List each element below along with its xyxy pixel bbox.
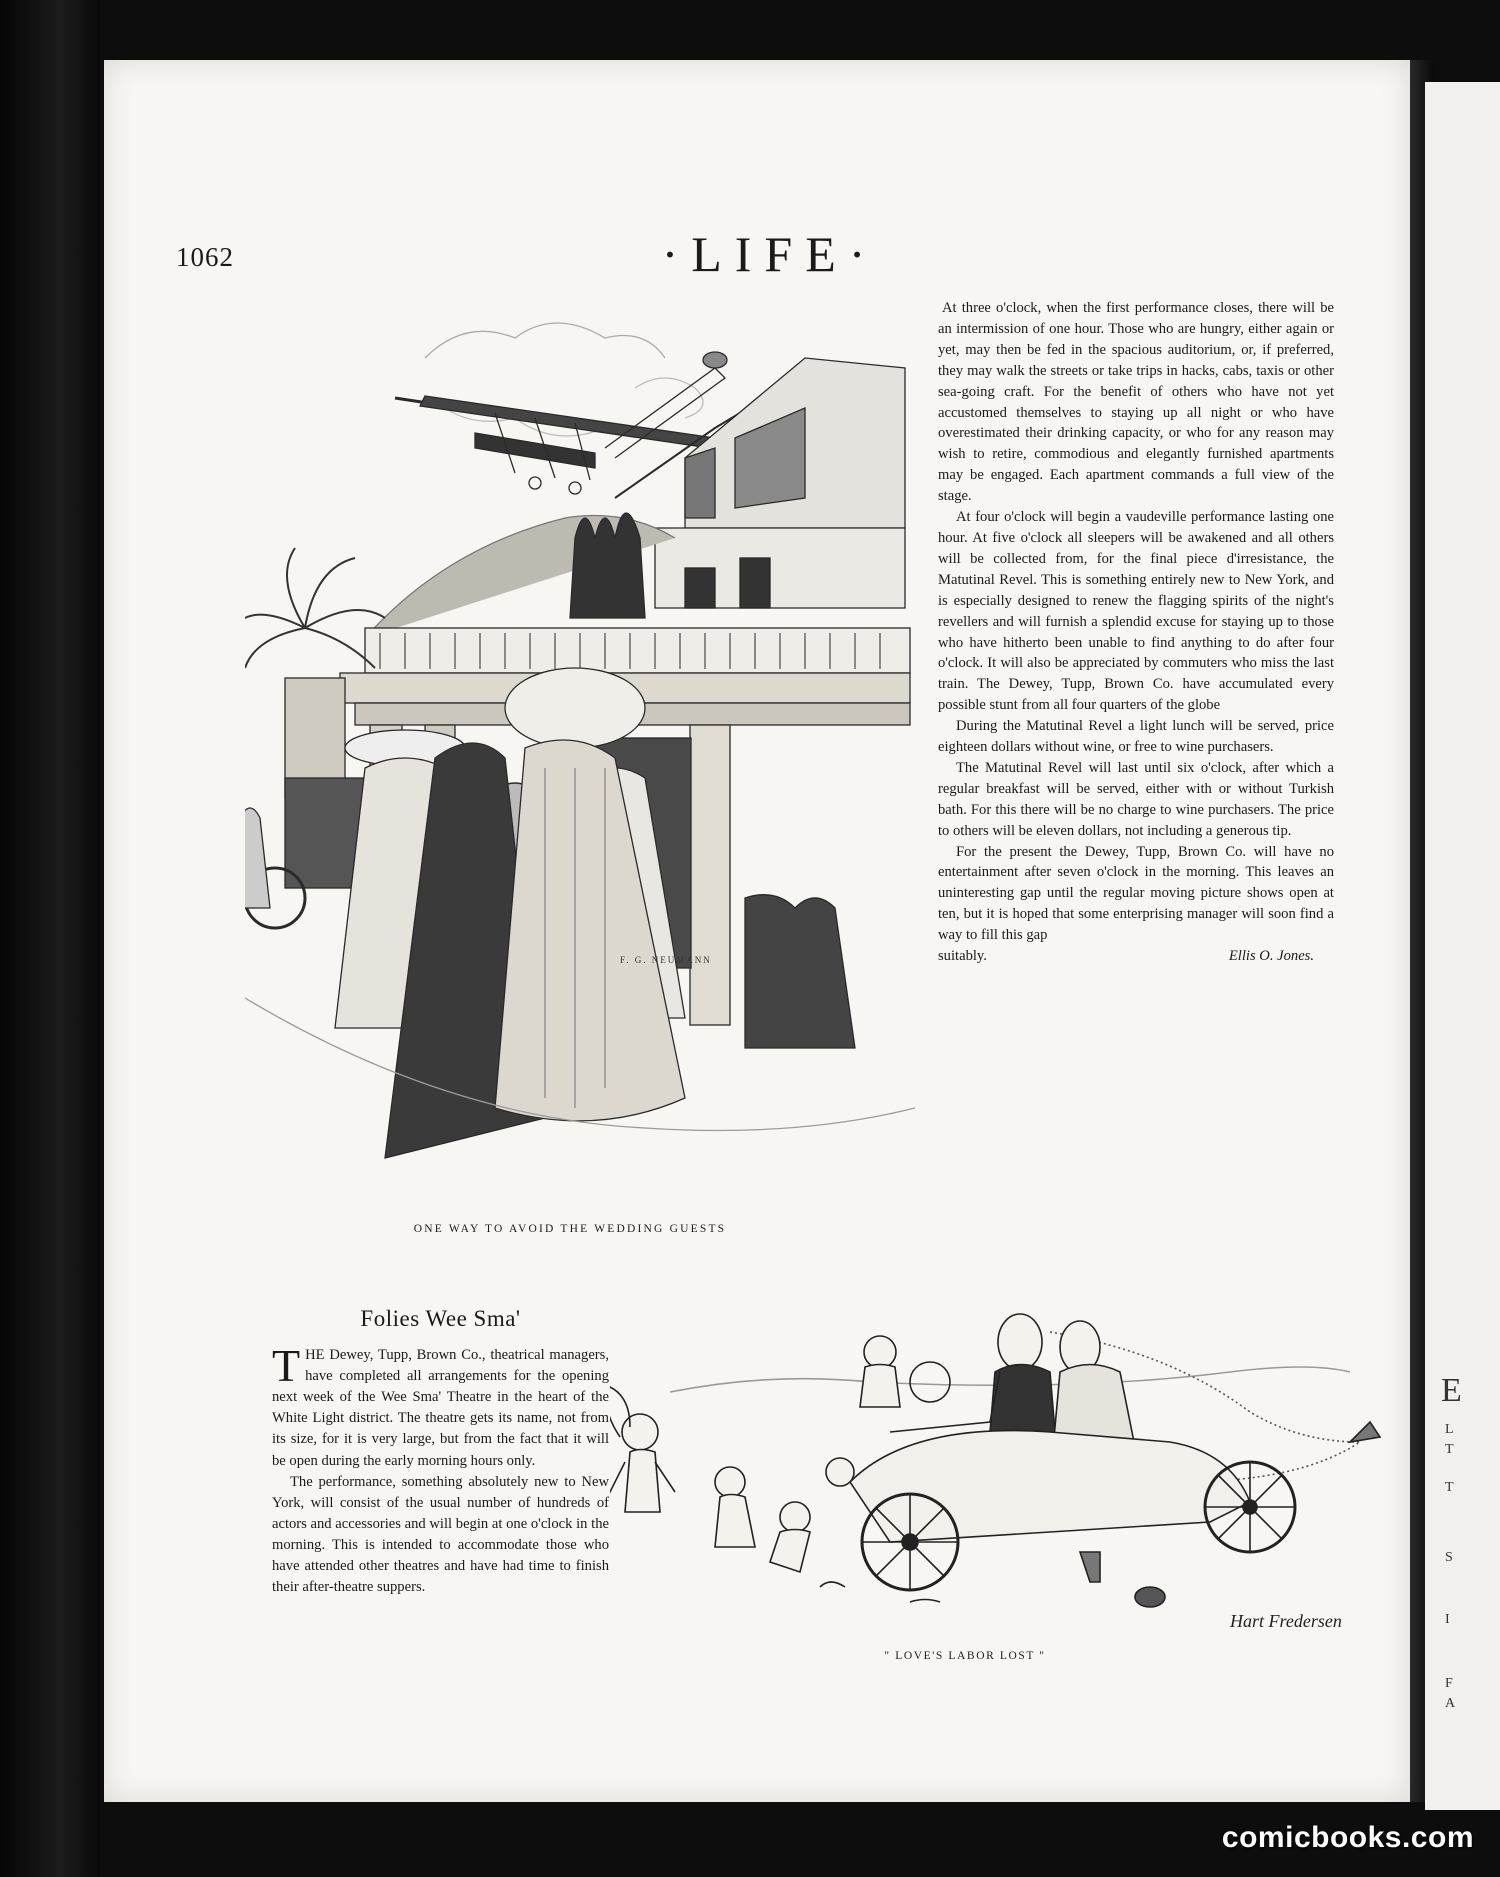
fragment-letter: T	[1445, 1480, 1454, 1495]
drop-cap: T	[272, 1340, 301, 1392]
loves-labor-lost-illustration	[610, 1232, 1400, 1632]
masthead-title: ·LIFE·	[661, 226, 879, 282]
article-continuation	[938, 298, 1334, 967]
article-paragraph: At three o'clock, when the first performance closes, there will be an intermission of one hour. Those who are hungry, either again or yet, may then be fed in the spacious auditorium, or, if preferred, they may walk the streets or take trips in hacks, cabs, taxis or other sea-going craft. For the benefit of others who have not yet accustomed themselves to staying up all night or who have overestimated their drinking capacity, or who for any reason may wish to retire, commodious and elegantly furnished apartments may be engaged. Each apartment commands a full view of the stage.	[938, 300, 1334, 505]
article-signoff	[938, 946, 1334, 967]
fragment-letter: A	[1445, 1696, 1456, 1711]
scan-border-left	[0, 0, 100, 1877]
story-text: HE Dewey, Tupp, Brown Co., theatrical managers, have completed all arrangements for the opening next week of the Wee Sma' Theatre in the heart of the White Light district. The theatre gets its name, not from its size, for it is very large, but from the fact that it will be open during the early morning hours only.	[272, 1347, 609, 1469]
story-paragraph: The performance, something absolutely new to New York, will consist of the usual number of hundreds of actors and accessories and will begin at one o'clock in the morning. This is intended to accommodate those who have attended other theatres and have had time to finish their after-theatre suppers.	[272, 1473, 609, 1596]
article-paragraph: During the Matutinal Revel a light lunch will be served, price eighteen dollars without wine, or free to wine purchasers.	[938, 718, 1334, 756]
illustrator-signature: Hart Fredersen	[1230, 1611, 1342, 1631]
story-title: Folies Wee Sma'	[360, 1306, 521, 1331]
illustrator-signature: F. G. NEUMANN	[620, 955, 712, 965]
fragment-letter: T	[1445, 1442, 1454, 1457]
cartoon-caption: " LOVE'S LABOR LOST "	[884, 1650, 1046, 1662]
fragment-letter: I	[1445, 1612, 1450, 1627]
story-column	[272, 1308, 609, 1598]
article-paragraph: At four o'clock will begin a vaudeville performance lasting one hour. At five o'clock all sleepers will be awakened and all others will be collected from, for the final piece d'irresistance, the Matutinal Revel. This is something entirely new to New York, and is especially designed to renew the flagging spirits of the night's revellers and will furnish a splendid excuse for staying up to those who have hitherto been unable to find anything to do after four o'clock. It will also be appreciated by commuters who miss the last train. The Dewey, Tupp, Brown Co. have accumulated every possible stunt from all four quarters of the globe	[938, 509, 1334, 714]
story-paragraph	[272, 1340, 609, 1472]
author-byline: Ellis O. Jones.	[1228, 948, 1314, 965]
article-paragraph: The Matutinal Revel will last until six o'clock, after which a regular breakfast will be served, either with or without Turkish bath. For this there will be no charge to wine purchasers. The price to others will be eleven dollars, not including a generous tip.	[938, 759, 1334, 839]
watermark: comicbooks.com	[1221, 1821, 1474, 1854]
wedding-guests-illustration	[245, 298, 915, 1183]
fragment-letter: E	[1441, 1372, 1462, 1409]
adjacent-page-fragment	[1425, 82, 1500, 1810]
fragment-letter: F	[1445, 1676, 1453, 1691]
fragment-letter: S	[1445, 1550, 1453, 1565]
fragment-letter: L	[1445, 1422, 1454, 1437]
illustration-caption: ONE WAY TO AVOID THE WEDDING GUESTS	[413, 1223, 727, 1235]
page-number: 1062	[176, 242, 234, 272]
article-paragraph: For the present the Dewey, Tupp, Brown Co. will have no entertainment after seven o'clock in the morning. This leaves an uninteresting gap until the regular moving picture shows open at ten, but it is hoped that some enterprising manager will soon find a way to fill this gap	[938, 843, 1334, 944]
closing-word: suitably.	[938, 948, 987, 965]
